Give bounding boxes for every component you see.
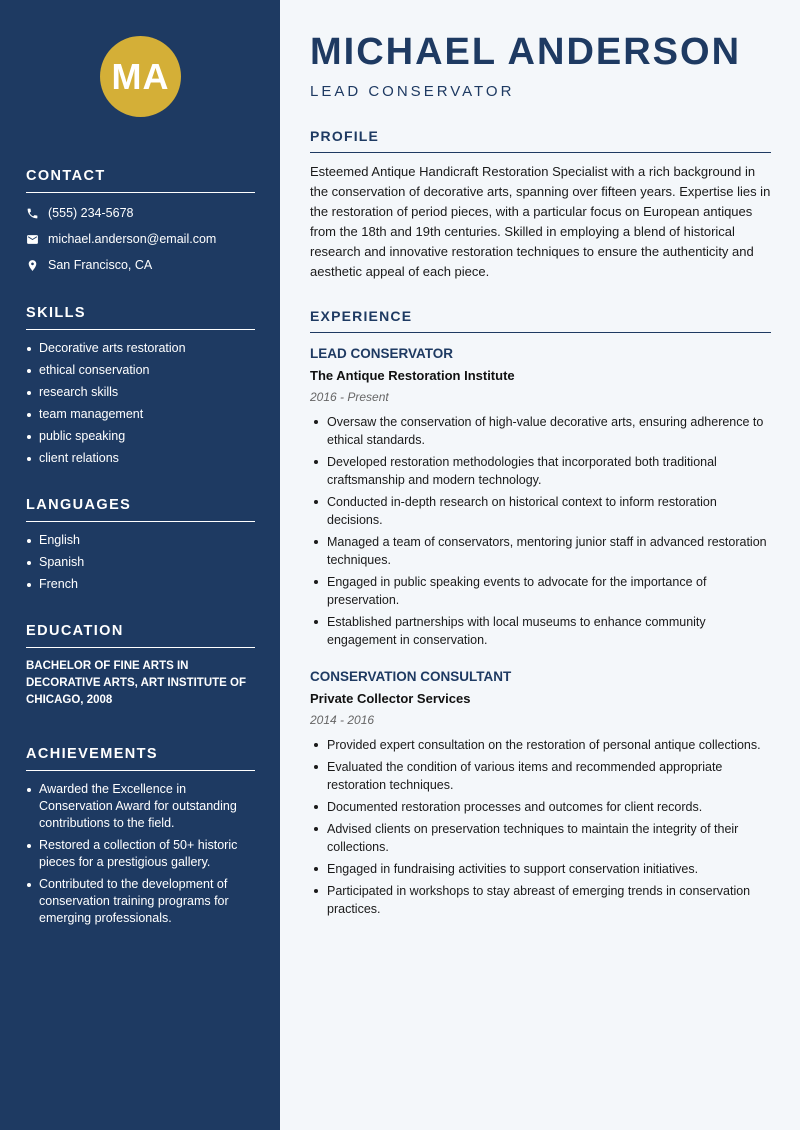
language-item: French	[26, 576, 255, 593]
job-dates: 2014 - 2016	[310, 713, 375, 727]
phone-icon	[26, 207, 39, 220]
job-title: LEAD CONSERVATOR	[310, 346, 454, 361]
job-bullet: Established partnerships with local museums to enhance community engagement in conservation.	[310, 613, 771, 649]
person-name: MICHAEL ANDERSON	[310, 31, 742, 73]
achievement-item: Restored a collection of 50+ historic pieces for a prestigious gallery.	[26, 837, 255, 871]
language-item: English	[26, 532, 255, 549]
job-bullet: Documented restoration processes and outcomes for client records.	[310, 798, 771, 816]
contact-heading: CONTACT	[26, 168, 255, 193]
skill-item: public speaking	[26, 428, 255, 445]
profile-section	[310, 128, 771, 282]
languages-section	[26, 497, 255, 598]
skills-section	[26, 305, 255, 472]
job-bullet: Developed restoration methodologies that incorporated both traditional craftsmanship and modern technology.	[310, 453, 771, 489]
education-heading: EDUCATION	[26, 623, 255, 648]
achievements-section	[26, 746, 255, 932]
job-bullet: Advised clients on preservation techniques to maintain the integrity of their collections.	[310, 820, 771, 856]
job-bullet: Conducted in-depth research on historical context to inform restoration decisions.	[310, 493, 771, 529]
education-entry: BACHELOR OF FINE ARTS IN DECORATIVE ARTS, ART INSTITUTE OF CHICAGO, 2008	[26, 660, 246, 706]
sidebar	[0, 0, 280, 1130]
location-text: San Francisco, CA	[48, 258, 153, 272]
job-company: The Antique Restoration Institute	[310, 368, 515, 383]
person-title: LEAD CONSERVATOR	[310, 83, 515, 100]
job-bullet: Engaged in public speaking events to advocate for the importance of preservation.	[310, 573, 771, 609]
job-bullets	[310, 736, 771, 918]
job-entry	[310, 669, 771, 922]
achievements-list	[26, 781, 255, 927]
profile-text: Esteemed Antique Handicraft Restoration Specialist with a rich background in the conservation of decorative arts, spanning over fifteen years. Expertise lies in the restoration of period pieces, with a particular focus on European antiques from the 18th and 19th centuries. Skilled in employing a blend of historical research and innovative restoration techniques to ensure the authenticity and aesthetic appeal of each piece.	[310, 164, 771, 279]
skills-heading: SKILLS	[26, 305, 255, 330]
skill-item: research skills	[26, 384, 255, 401]
experience-heading: EXPERIENCE	[310, 308, 771, 333]
job-entry	[310, 346, 771, 653]
job-company: Private Collector Services	[310, 691, 471, 706]
achievement-item: Contributed to the development of conservation training programs for emerging professionals.	[26, 876, 255, 927]
education-section	[26, 623, 255, 709]
job-bullet: Evaluated the condition of various items and recommended appropriate restoration techniques.	[310, 758, 771, 794]
contact-phone	[26, 200, 255, 226]
location-pin-icon	[26, 259, 39, 272]
job-bullet: Engaged in fundraising activities to support conservation initiatives.	[310, 860, 771, 878]
job-bullet: Managed a team of conservators, mentoring junior staff in advanced restoration techniques.	[310, 533, 771, 569]
contact-section	[26, 168, 255, 278]
profile-heading: PROFILE	[310, 128, 771, 153]
email-icon	[26, 233, 39, 246]
achievements-heading: ACHIEVEMENTS	[26, 746, 255, 771]
job-title: CONSERVATION CONSULTANT	[310, 669, 512, 684]
contact-location	[26, 252, 255, 278]
job-bullets	[310, 413, 771, 649]
skill-item: client relations	[26, 450, 255, 467]
experience-section	[310, 308, 771, 333]
job-dates: 2016 - Present	[310, 390, 389, 404]
achievement-item: Awarded the Excellence in Conservation Award for outstanding contributions to the field.	[26, 781, 255, 832]
skill-item: Decorative arts restoration	[26, 340, 255, 357]
job-bullet: Provided expert consultation on the restoration of personal antique collections.	[310, 736, 771, 754]
skill-item: ethical conservation	[26, 362, 255, 379]
job-bullet: Participated in workshops to stay abreast of emerging trends in conservation practices.	[310, 882, 771, 918]
language-item: Spanish	[26, 554, 255, 571]
languages-heading: LANGUAGES	[26, 497, 255, 522]
skill-item: team management	[26, 406, 255, 423]
avatar-initials: MA	[111, 55, 170, 97]
job-bullet: Oversaw the conservation of high-value decorative arts, ensuring adherence to ethical standards.	[310, 413, 771, 449]
contact-email	[26, 226, 255, 252]
email-text[interactable]: michael.anderson@email.com	[48, 232, 217, 246]
phone-text[interactable]: (555) 234-5678	[48, 206, 134, 220]
skills-list	[26, 340, 255, 467]
avatar	[100, 36, 181, 117]
languages-list	[26, 532, 255, 593]
